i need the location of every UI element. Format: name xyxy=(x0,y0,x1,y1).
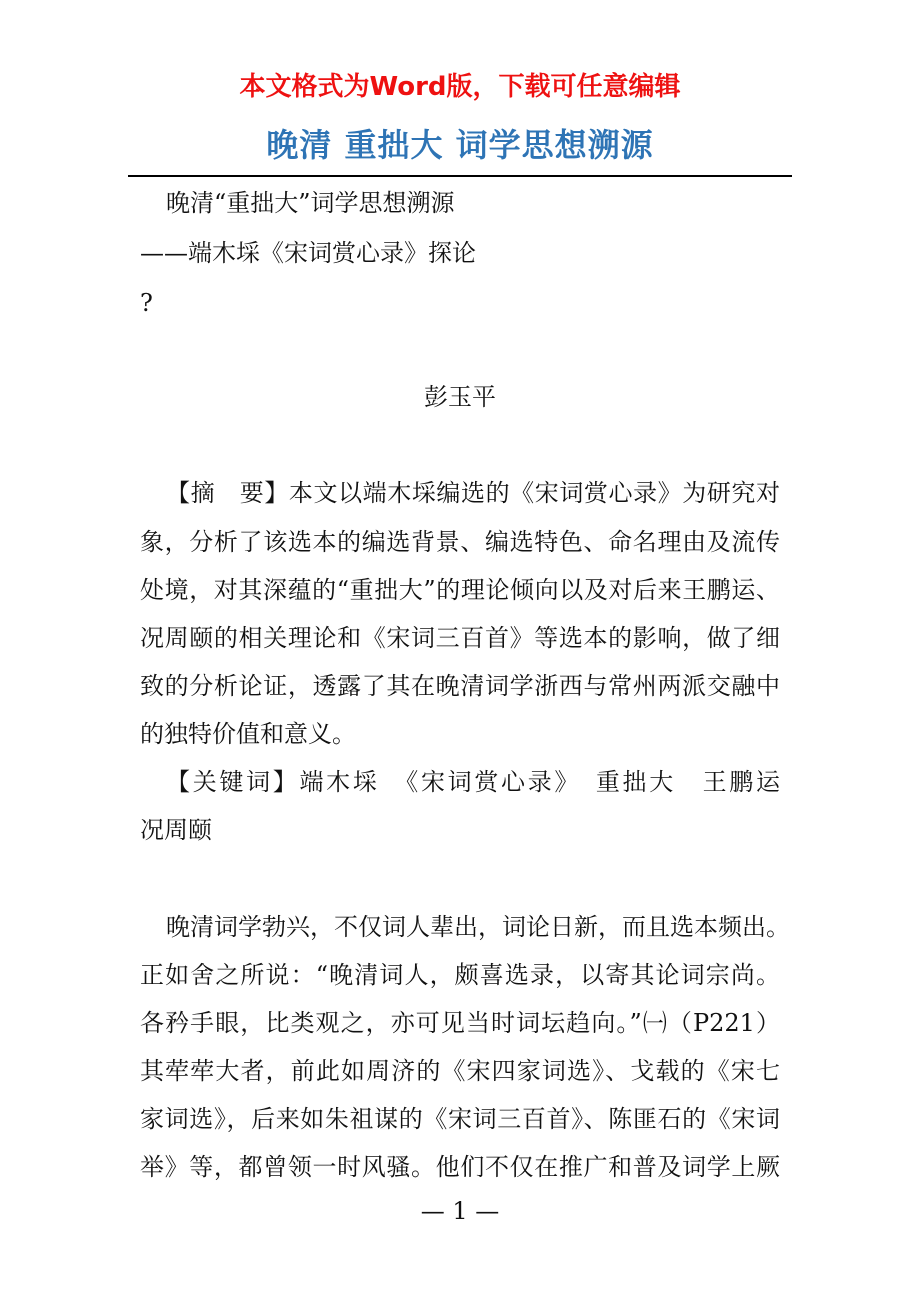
body-line: 举》等，都曾领一时风骚。他们不仅在推广和普及词学上厥 xyxy=(140,1153,780,1181)
abstract-line: 致的分析论证，透露了其在晚清词学浙西与常州两派交融中 xyxy=(140,672,780,700)
abstract-line: 【摘 要】本文以端木埰编选的《宋词赏心录》为研究对 xyxy=(166,479,780,507)
author-name: 彭玉平 xyxy=(424,383,496,411)
abstract-line: 处境，对其深蕴的“重拙大”的理论倾向以及对后来王鹏运、 xyxy=(140,576,780,604)
body-line: 晚清词学勃兴，不仅词人辈出，词论日新，而且选本频出。 xyxy=(166,913,790,941)
article-subtitle: ——端木埰《宋词赏心录》探论 xyxy=(140,239,476,267)
body-line: 各矜手眼，比类观之，亦可见当时词坛趋向。”㈠（P221） xyxy=(140,1009,780,1037)
article-title: 晚清“重拙大”词学思想溯源 xyxy=(166,189,455,217)
placeholder-mark: ? xyxy=(140,289,153,317)
body-line: 其荦荦大者，前此如周济的《宋四家词选》、戈载的《宋七 xyxy=(140,1057,780,1085)
word-format-banner: 本文格式为Word版，下载可任意编辑 xyxy=(239,72,681,102)
page-number: — 1 — xyxy=(420,1197,500,1225)
abstract-line: 象，分析了该选本的编选背景、编选特色、命名理由及流传 xyxy=(140,528,780,556)
keywords-line: 【关键词】端木埰 《宋词赏心录》 重拙大 王鹏运 xyxy=(166,768,780,796)
document-title: 晚清 重拙大 词学思想溯源 xyxy=(266,126,654,164)
title-divider xyxy=(128,175,792,177)
abstract-line: 况周颐的相关理论和《宋词三百首》等选本的影响，做了细 xyxy=(140,624,780,652)
body-line: 家词选》，后来如朱祖谋的《宋词三百首》、陈匪石的《宋词 xyxy=(140,1105,780,1133)
keywords-line: 况周颐 xyxy=(140,816,212,844)
body-line: 正如舍之所说：“晚清词人，颇喜选录，以寄其论词宗尚。 xyxy=(140,961,780,989)
abstract-line: 的独特价值和意义。 xyxy=(140,720,356,748)
